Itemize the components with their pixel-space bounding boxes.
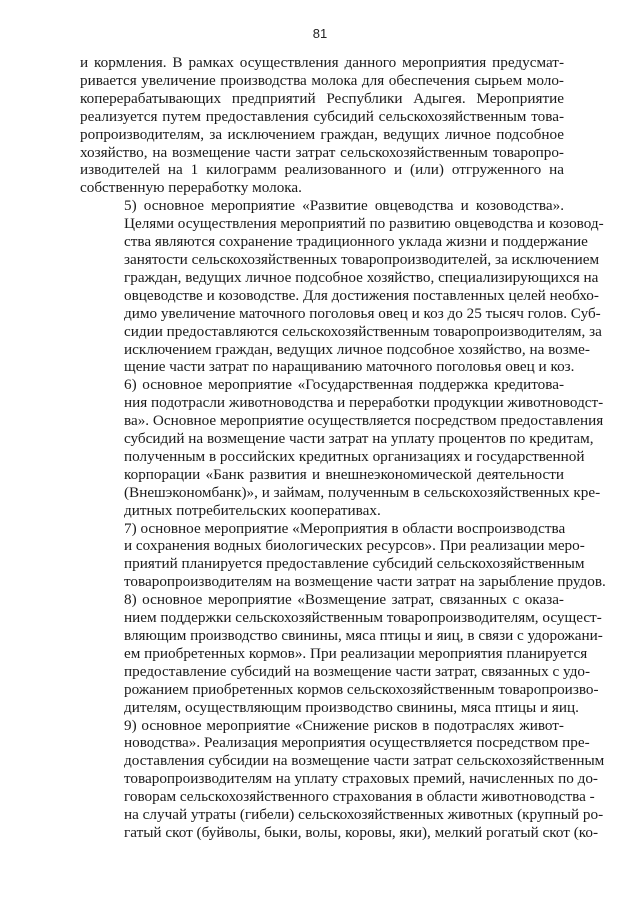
paragraph <box>80 519 606 592</box>
text-line: товаропроизводителям на возмещение части затрат на зарыбление прудов. <box>124 573 606 591</box>
text-line: коперерабатывающих предприятий Республики Адыгея. Мероприятие <box>80 89 564 107</box>
text-line: ства являются сохранение традиционного уклада жизни и поддержание <box>124 233 588 251</box>
text-line: приятий планируется предоставление субсидий сельскохозяйственным <box>124 555 585 573</box>
text-line: 6) основное мероприятие «Государственная поддержка кредитова- <box>124 376 564 394</box>
text-line: ропроизводителям, за исключением граждан, ведущих личное подсобное <box>80 125 564 143</box>
page-number: 81 <box>312 26 328 41</box>
document-body <box>80 54 606 842</box>
text-line: нием поддержки сельскохозяйственным товаропроизводителям, осущест- <box>124 609 602 627</box>
text-line: полученным в российских кредитных организациях и государственной <box>124 447 585 465</box>
paragraph <box>80 716 605 842</box>
text-line: ривается увеличение производства молока для обеспечения сырьем моло- <box>80 71 564 89</box>
text-line: 5) основное мероприятие «Развитие овцеводства и козоводства». <box>124 197 564 215</box>
text-line: хозяйство, на возмещение части затрат сельскохозяйственным товаропро- <box>80 143 564 161</box>
text-line: граждан, ведущих личное подсобное хозяйство, специализирующихся на <box>124 268 599 286</box>
text-line: занятости сельскохозяйственных товаропроизводителей, за исключением <box>124 250 600 268</box>
text-line: дителям, осуществляющим производство свинины, мяса птицы и яиц. <box>124 698 579 716</box>
text-line: субсидий на возмещение части затрат на уплату процентов по кредитам, <box>124 430 594 448</box>
text-line: говорам сельскохозяйственного страхования в области животноводства - <box>124 788 595 806</box>
text-line: Целями осуществления мероприятий по развитию овцеводства и козовод- <box>124 215 604 233</box>
paragraph <box>80 54 564 197</box>
text-line: рожанием приобретенных кормов сельскохозяйственным товаропроизво- <box>124 680 599 698</box>
text-line: вляющим производство свинины, мяса птицы и яиц, в связи с удорожани- <box>124 627 603 644</box>
text-line: собственную переработку молока. <box>80 179 302 197</box>
text-line: 8) основное мероприятие «Возмещение затрат, связанных с оказа- <box>124 591 564 609</box>
text-line: 7) основное мероприятие «Мероприятия в области воспроизводства <box>124 519 566 537</box>
text-line: ва». Основное мероприятие осуществляется посредством предоставления <box>124 412 604 430</box>
text-line: и сохранения водных биологических ресурсов». При реализации меро- <box>124 537 585 555</box>
text-line: дитных потребительских кооперативах. <box>124 501 381 519</box>
text-line: реализуется путем предоставления субсидий сельскохозяйственным това- <box>80 107 564 125</box>
text-line: сидии предоставляются сельскохозяйственным товаропроизводителям, за <box>124 322 602 340</box>
paragraph <box>80 197 604 376</box>
text-line: предоставление субсидий на возмещение части затрат, связанных с удо- <box>124 662 591 680</box>
text-line: корпорации «Банк развития и внешнеэкономической деятельности <box>124 465 564 483</box>
text-line: товаропроизводителям на уплату страховых премий, начисленных по до- <box>124 770 598 788</box>
text-line: 9) основное мероприятие «Снижение рисков в подотраслях живот- <box>124 716 564 734</box>
text-line: гатый скот (буйволы, быки, волы, коровы, яки), мелкий рогатый скот (ко- <box>124 823 599 841</box>
text-line: и кормления. В рамках осуществления данного мероприятия предусмат- <box>80 54 564 71</box>
text-line: ем приобретенных кормов». При реализации мероприятия планируется <box>124 644 588 662</box>
text-line: овцеводстве и козоводстве. Для достижения поставленных целей необхо- <box>124 286 599 304</box>
text-line: исключением граждан, ведущих личное подсобное хозяйство, на возме- <box>124 340 590 358</box>
text-line: изводителей на 1 килограмм реализованного и (или) отгруженного на <box>80 161 564 179</box>
text-line: на случай утраты (гибели) сельскохозяйственных животных (крупный ро- <box>124 806 604 824</box>
text-line: (Внешэкономбанк)», и займам, полученным в сельскохозяйственных кре- <box>124 483 601 501</box>
text-line: щение части затрат по наращиванию маточного поголовья овец и коз. <box>124 358 575 376</box>
paragraph <box>80 376 604 519</box>
text-line: доставления субсидии на возмещение части затрат сельскохозяйственным <box>124 752 605 770</box>
text-line: ния подотрасли животноводства и переработки продукции животноводст- <box>124 394 604 412</box>
text-line: димо увеличение маточного поголовья овец и коз до 25 тысяч голов. Суб- <box>124 304 601 322</box>
text-line: новодства». Реализация мероприятия осуществляется посредством пре- <box>124 734 590 752</box>
paragraph <box>80 591 603 716</box>
